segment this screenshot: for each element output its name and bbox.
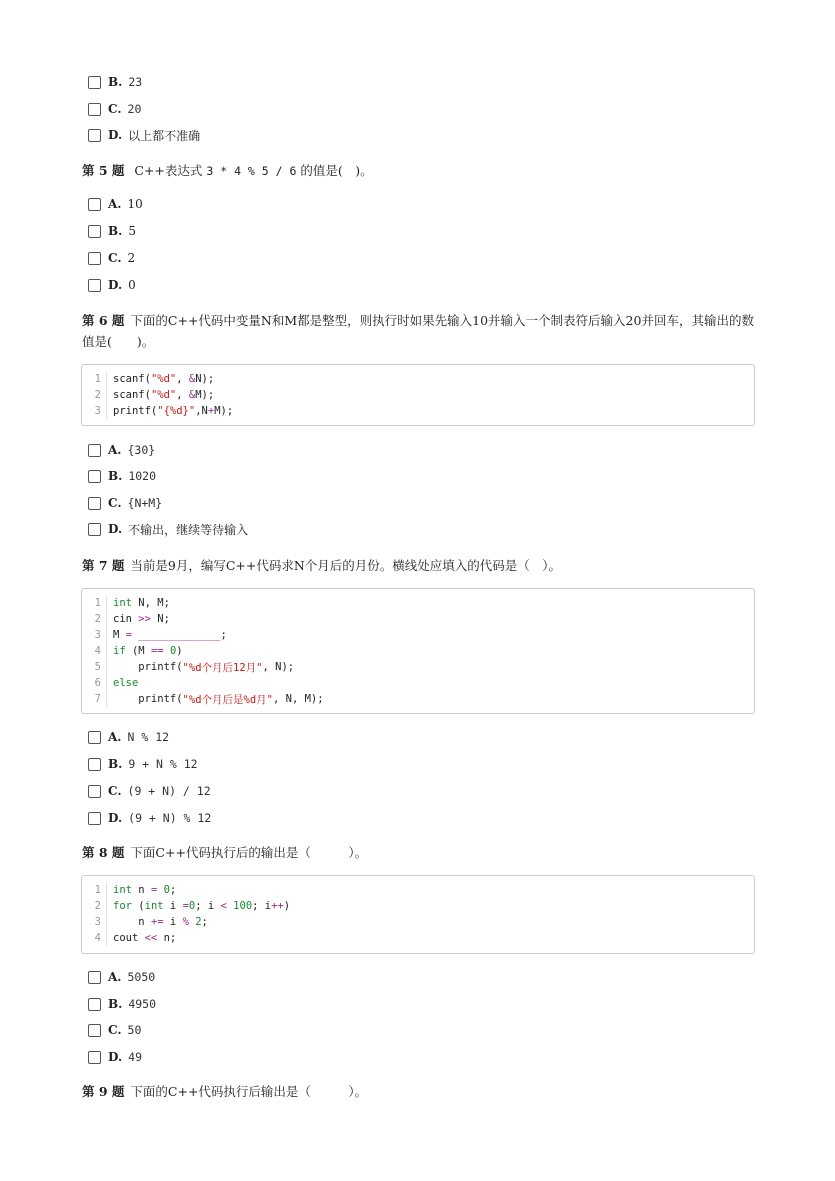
code-token: int: [144, 900, 164, 912]
code-token: 100: [233, 900, 253, 912]
line-number: 3: [94, 405, 101, 417]
code-block-q6: [81, 364, 755, 426]
code-token: 2: [195, 916, 202, 928]
code-token: scanf(: [113, 373, 151, 385]
code-token: M);: [214, 405, 234, 417]
code-token: 0: [169, 645, 177, 657]
code-token: printf(: [113, 405, 158, 417]
line-number: 2: [94, 389, 101, 401]
checkbox[interactable]: [88, 103, 101, 116]
code-token: 0: [163, 884, 170, 896]
gutter-divider: [106, 659, 107, 675]
checkbox[interactable]: [88, 812, 101, 825]
question-text: 当前是9月，编写C++代码求N个月后的月份。横线处应填入的代码是（ ）。: [130, 558, 562, 573]
code-line: [82, 595, 324, 611]
gutter-divider: [106, 371, 107, 387]
code-line: [82, 643, 324, 659]
code-token: %: [182, 916, 189, 928]
code-block-q8: [81, 875, 755, 954]
code-token: ++: [271, 900, 284, 912]
checkbox[interactable]: [88, 523, 101, 536]
option-q8-d[interactable]: D. 49: [88, 1048, 142, 1066]
line-number: 2: [94, 613, 101, 625]
code-token: n;: [157, 932, 177, 944]
code-token: +=: [150, 916, 164, 928]
question-6: [82, 310, 754, 352]
code-token: int: [113, 597, 132, 609]
code-token: =: [150, 884, 158, 896]
code-token: , N, M);: [272, 693, 324, 705]
code-token: ): [176, 645, 183, 657]
line-number: 1: [94, 597, 101, 609]
option-q4-b[interactable]: B. 23: [88, 73, 142, 91]
question-7: [82, 555, 754, 576]
code-token: i: [163, 900, 183, 912]
code-token: ,: [176, 373, 189, 385]
code-token: ;: [169, 884, 177, 896]
checkbox[interactable]: [88, 76, 101, 89]
code-token: "{%d}": [157, 405, 196, 417]
option-q6-c[interactable]: C. {N+M}: [88, 494, 162, 512]
line-number: 1: [94, 373, 101, 385]
option-q7-b[interactable]: B. 9 + N % 12: [88, 755, 198, 773]
code-token: ,N: [195, 405, 208, 417]
gutter-divider: [106, 387, 107, 403]
code-token: (: [131, 900, 145, 912]
question-text: 下面的C++代码执行后输出是（ ）。: [130, 1084, 368, 1099]
question-text: 下面C++代码执行后的输出是（ ）。: [130, 845, 368, 860]
code-token: ;: [220, 629, 227, 641]
checkbox[interactable]: [88, 252, 101, 265]
code-token: N;: [150, 613, 170, 625]
code-token: &: [188, 389, 196, 401]
gutter-divider: [106, 627, 107, 643]
code-token: "%d": [150, 389, 177, 401]
code-token: >>: [138, 613, 151, 625]
gutter-divider: [106, 914, 107, 930]
option-q5-a[interactable]: A. 10: [88, 195, 143, 213]
checkbox[interactable]: [88, 279, 101, 292]
option-q4-c[interactable]: C. 20: [88, 100, 141, 118]
checkbox[interactable]: [88, 225, 101, 238]
code-line: [82, 387, 233, 403]
code-token: "%d个月后12月": [182, 661, 263, 674]
code-token: scanf(: [113, 389, 151, 401]
code-token: printf(: [113, 661, 183, 673]
option-q4-d[interactable]: D. 以上都不准确: [88, 126, 200, 144]
line-number: 7: [94, 693, 101, 705]
option-q6-a[interactable]: A. {30}: [88, 441, 155, 459]
code-line: [82, 914, 290, 930]
line-number: 4: [94, 645, 101, 657]
gutter-divider: [106, 595, 107, 611]
code-token: _____________: [138, 629, 221, 641]
line-number: 3: [94, 629, 101, 641]
checkbox[interactable]: [88, 497, 101, 510]
checkbox[interactable]: [88, 1051, 101, 1064]
line-number: 2: [94, 900, 101, 912]
code-line: [82, 611, 324, 627]
question-number: 第 9 题: [82, 1084, 125, 1099]
question-text: 下面的C++代码中变量N和M都是整型，则执行时如果先输入10并输入一个制表符后输入20并回车，其输出的数值是( )。: [82, 313, 754, 349]
code-token: ; i: [252, 900, 272, 912]
code-token: ;: [201, 916, 208, 928]
code-line: [82, 930, 290, 946]
code-token: (M: [125, 645, 151, 657]
code-token: n: [131, 884, 151, 896]
option-q8-b[interactable]: B. 4950: [88, 995, 156, 1013]
code-line: [82, 675, 324, 691]
question-number: 第 8 题: [82, 845, 125, 860]
code-token: ==: [150, 645, 164, 657]
option-q6-b[interactable]: B. 1020: [88, 467, 156, 485]
code-token: N);: [195, 373, 215, 385]
code-token: ): [283, 900, 291, 912]
option-q5-d[interactable]: D. 0: [88, 276, 136, 294]
code-line: [82, 659, 324, 675]
option-q5-b[interactable]: B. 5: [88, 222, 136, 240]
question-number: 第 6 题: [82, 313, 125, 328]
code-token: else: [113, 677, 139, 689]
question-9: [82, 1081, 754, 1102]
question-text-post: 的值是( )。: [300, 163, 373, 178]
code-token: M: [113, 629, 126, 641]
option-q7-a[interactable]: A. N % 12: [88, 728, 169, 746]
code-token: M);: [195, 389, 215, 401]
code-token: i: [163, 916, 183, 928]
checkbox[interactable]: [88, 758, 101, 771]
question-text: C++表达式: [134, 163, 203, 178]
checkbox[interactable]: [88, 198, 101, 211]
line-number: 5: [94, 661, 101, 673]
option-q5-c[interactable]: C. 2: [88, 249, 135, 267]
code-line: [82, 627, 324, 643]
gutter-divider: [106, 611, 107, 627]
code-token: if: [113, 645, 126, 657]
code-token: =: [182, 900, 189, 912]
code-token: , N);: [262, 661, 295, 673]
checkbox[interactable]: [88, 129, 101, 142]
code-token: +: [207, 405, 215, 417]
code-line: [82, 691, 324, 707]
code-token: &: [188, 373, 196, 385]
code-line: [82, 882, 290, 898]
code-token: 0: [188, 900, 196, 912]
option-q7-c[interactable]: C. (9 + N) / 12: [88, 782, 211, 800]
line-number: 4: [94, 932, 101, 944]
code-token: <: [220, 900, 227, 912]
checkbox[interactable]: [88, 1024, 101, 1037]
code-token: printf(: [113, 693, 183, 705]
code-lines: [82, 882, 290, 946]
question-5: [82, 160, 754, 182]
line-number: 3: [94, 916, 101, 928]
checkbox[interactable]: [88, 998, 101, 1011]
line-number: 1: [94, 884, 101, 896]
gutter-divider: [106, 930, 107, 946]
code-token: =: [125, 629, 132, 641]
gutter-divider: [106, 882, 107, 898]
code-token: ,: [176, 389, 189, 401]
code-token: N, M;: [131, 597, 170, 609]
code-token: ; i: [195, 900, 221, 912]
code-token: cin: [113, 613, 139, 625]
code-block-q7: [81, 588, 755, 714]
gutter-divider: [106, 643, 107, 659]
question-code: 3 * 4 % 5 / 6: [206, 164, 297, 178]
question-number: 第 5 题: [82, 163, 125, 178]
question-8: [82, 842, 754, 863]
code-token: n: [113, 916, 151, 928]
code-lines: [82, 595, 324, 707]
code-line: [82, 403, 233, 419]
code-token: int: [113, 884, 132, 896]
option-q8-a[interactable]: A. 5050: [88, 968, 155, 986]
gutter-divider: [106, 898, 107, 914]
code-token: "%d个月后是%d月": [182, 693, 273, 706]
gutter-divider: [106, 675, 107, 691]
line-number: 6: [94, 677, 101, 689]
option-q7-d[interactable]: D. (9 + N) % 12: [88, 809, 211, 827]
checkbox[interactable]: [88, 971, 101, 984]
gutter-divider: [106, 691, 107, 707]
code-token: cout: [113, 932, 145, 944]
code-token: <<: [144, 932, 158, 944]
code-lines: [82, 371, 233, 419]
gutter-divider: [106, 403, 107, 419]
option-q8-c[interactable]: C. 50: [88, 1021, 141, 1039]
checkbox[interactable]: [88, 785, 101, 798]
question-number: 第 7 题: [82, 558, 125, 573]
checkbox[interactable]: [88, 444, 101, 457]
code-token: for: [113, 900, 132, 912]
code-line: [82, 371, 233, 387]
checkbox[interactable]: [88, 731, 101, 744]
code-line: [82, 898, 290, 914]
code-token: "%d": [150, 373, 177, 385]
option-q6-d[interactable]: D. 不输出，继续等待输入: [88, 520, 248, 538]
checkbox[interactable]: [88, 470, 101, 483]
